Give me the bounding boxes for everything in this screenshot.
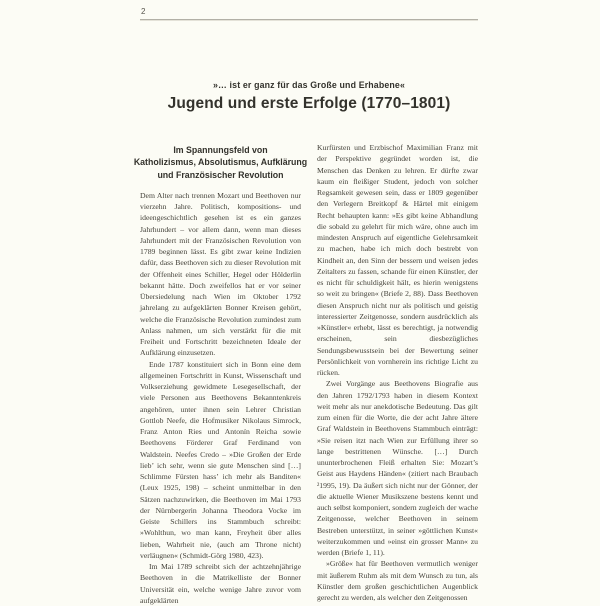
header-rule <box>140 19 478 21</box>
section-heading-line: und Französischer Revolution <box>157 169 284 180</box>
page-content <box>133 0 478 605</box>
text-columns <box>133 142 478 606</box>
paragraph: Ende 1787 konstituiert sich in Bonn eine dem allgemeinen Fortschritt in Kunst, Wissenschaft und Volkserziehung gewidmete Lesegesellschaft, der viele Personen aus Beethovens Bekanntenkreis angehören, unter ihnen sein Lehrer Christian Gottlob Neefe, die Hofmusiker Nikolaus Simrock, Franz Anton Ries und Antonín Reicha sowie Beethovens Förderer Graf Ferdinand von Waldstein. Neefes Credo – »Die Großen der Erde lieb’ ich sehr, wenn sie gute Menschen sind […] Schlimme Fürsten hass’ ich mehr als Banditen« (Leux 1925, 198) – scheint unmittelbar in den Sätzen nachzuwirken, die Beethoven im Mai 1793 der Nürnbergerin Johanna Theodora Vocke im Geiste Schillers ins Stammbuch schreibt: »Wohlthun, wo man kann, Freyheit über alles lieben, Wahrheit nie, (auch am Throne nicht) verläugnen« (Schmidt-Görg 1980, 423). <box>140 359 301 560</box>
section-heading <box>133 144 308 181</box>
page-number: 2 <box>141 7 146 16</box>
section-heading-line: Im Spannungsfeld von <box>173 145 268 155</box>
paragraph: »Größe« hat für Beethoven vermutlich weniger mit äußerem Ruhm als mit dem Wunsch zu tun, als Künstler dem großen geschichtlichen Augenblick gerecht zu werden, als welcher den Zeitgenossen <box>317 559 478 602</box>
chapter-header <box>120 80 498 113</box>
chapter-title: Jugend und erste Erfolge (1770–1801) <box>167 95 451 112</box>
section-heading-line: Katholizismus, Absolutismus, Aufklärung <box>133 157 308 168</box>
paragraph: Kurfürsten und Erzbischof Maximilian Franz mit der Perspektive gegründet worden ist, die Menschen das Denken zu lehren. Er dürfte zwar kaum ein fleißiger Student, jedoch von solcher Regsamkeit gewesen sein, dass er 1809 gegenüber den Verlegern Breitkopf & Härtel mit einigem Recht behaupten kann: »Es gibt keine Abhandlung die sobald zu gelehrt für mich wäre, ohne auch im mindesten Anspruch auf eigentliche Gelehrsamkeit zu machen, habe ich mich doch bestrebt von Kindheit an, den Sinn der bessern und weisen jedes Zeitalters zu fassen, schande für einen Künstler, der es nicht für schuldigkeit hält, es hierin wenigstens so weit zu bringen« (Briefe 2, 88). Dass Beethoven diesen Anspruch nicht nur als politisch und geistig interessierter Zeitgenosse, sondern ausdrücklich als »Künstler« erhebt, lässt es berechtigt, ja notwendig erscheinen, sein diesbezügliches Sendungsbewusstsein bei der Bewertung seiner Persönlichkeit von vornherein ins richtige Licht zu rücken. <box>317 143 478 377</box>
paragraph: Zwei Vorgänge aus Beethovens Biografie aus den Jahren 1792/1793 haben in diesem Kontext weit mehr als nur anekdotische Bedeutung. Das gilt zum einen für die Worte, die der acht Jahre ältere Graf Waldstein in Beethovens Stammbuch einträgt: »Sie reisen itzt nach Wien zur Erfüllung ihrer so lange bestrittenen Wünsche. […] Durch ununterbrochenen Fleiß erhalten Sie: Mozart’s Geist aus Haydens Händen« (zitiert nach Braubach ²1995, 19). Da äußert sich nicht nur der Gönner, der die aktuelle Wiener Musikszene bestens kennt und auch selbst komponiert, sondern zugleich der wache Zeitgenosse, welcher Beethoven in seinem Bestreben unterstützt, in seiner »göttlichen Kunst« weiterzukommen und »einst ein grosser Mann« zu werden (Briefe 1, 11). <box>317 379 478 557</box>
right-column <box>317 142 478 606</box>
left-column <box>133 142 308 606</box>
chapter-epigraph: »… ist er ganz für das Große und Erhabene« <box>212 80 406 90</box>
paragraph: Dem Alter nach trennen Mozart und Beethoven nur vierzehn Jahre. Politisch, kompositions- und ideengeschichtlich gesehen ist es ein ganzes Jahrhundert – vor allem dann, wenn man dieses Jahrhundert mit der Französischen Revolution von 1789 beginnen lässt. Es gibt zwar keine Indizien dafür, dass Beethoven sich zu dieser Revolution mit der Offenheit eines Schiller, Hegel oder Hölderlin bekannt hätte. Doch zweifellos hat er vor seiner Übersiedelung nach Wien im Oktober 1792 jahrelang zu aufgeklärten Bonner Kreisen gehört, welche die Französische Revolution zumindest zum Anlass nahmen, um sich verstärkt für die mit Freiheit und Fortschritt bezeichneten Ideale der Aufklärung einzusetzen. <box>140 190 301 358</box>
paragraph: Im Mai 1789 schreibt sich der achtzehnjährige Beethoven in die Matrikelliste der Bonner Universität ein, welche wenige Jahre zuvor vom aufgeklärten <box>140 562 301 605</box>
